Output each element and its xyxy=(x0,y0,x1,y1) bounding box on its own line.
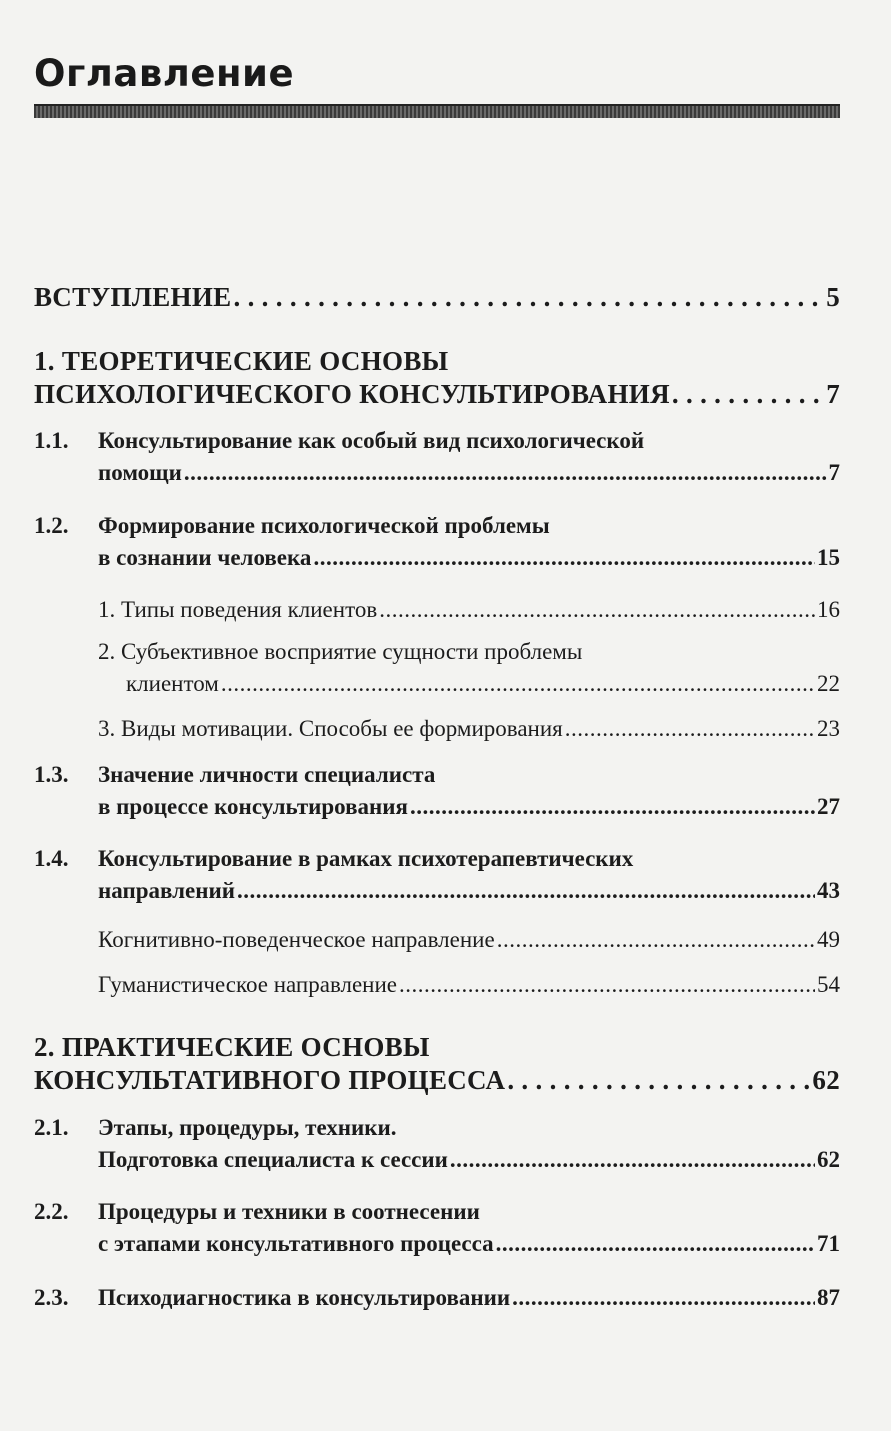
toc-entry-1-4[interactable]: 1.4. Консультирование в рамках психотерапевтических направлений ..... 43 xyxy=(34,846,840,904)
page-number: 87 xyxy=(817,1285,840,1310)
page-number: 71 xyxy=(817,1231,840,1256)
page-number: 49 xyxy=(817,927,840,952)
page-number: 16 xyxy=(817,597,840,622)
page-number: 62 xyxy=(817,1147,840,1172)
toc-entry-1-3[interactable]: 1.3. Значение личности специалиста в процессе консультирования ..... 27 xyxy=(34,762,840,820)
page-number: 54 xyxy=(817,972,840,997)
toc-entry-part-1[interactable]: 1. ТЕОРЕТИЧЕСКИЕ ОСНОВЫ ПСИХОЛОГИЧЕСКОГО КОНСУЛЬТИРОВАНИЯ . . . 7 xyxy=(34,346,840,410)
title-underline-bar xyxy=(34,104,840,118)
toc-entry-2-1[interactable]: 2.1. Этапы, процедуры, техники. Подготовка специалиста к сессии ..... 62 xyxy=(34,1115,840,1173)
page-number: 5 xyxy=(826,282,840,312)
page-number: 15 xyxy=(817,545,840,570)
toc-entry-introduction[interactable]: ВСТУПЛЕНИЕ . . . 5 xyxy=(34,282,840,313)
page-number: 23 xyxy=(817,716,840,741)
page-number: 62 xyxy=(812,1065,840,1095)
toc-entry-1-2[interactable]: 1.2. Формирование психологической проблемы в сознании человека ..... 15 xyxy=(34,513,840,571)
toc-title: Оглавление xyxy=(34,52,295,95)
page-number: 43 xyxy=(817,878,840,903)
page-number: 7 xyxy=(826,379,840,409)
toc-entry-part-2[interactable]: 2. ПРАКТИЧЕСКИЕ ОСНОВЫ КОНСУЛЬТАТИВНОГО ПРОЦЕССА . . . 62 xyxy=(34,1032,840,1096)
page-number: 27 xyxy=(817,794,840,819)
toc-subentry-cognitive-behavioral[interactable]: Когнитивно-поведенческое направление ..... 49 xyxy=(34,927,840,953)
toc-subentry-humanistic[interactable]: Гуманистическое направление ..... 54 xyxy=(34,972,840,998)
page-number: 7 xyxy=(828,460,840,485)
toc-subentry-subjective-perception[interactable]: 2. Субъективное восприятие сущности проблемы клиентом ..... 22 xyxy=(34,639,840,697)
toc-entry-2-2[interactable]: 2.2. Процедуры и техники в соотнесении с этапами консультативного процесса ..... 71 xyxy=(34,1199,840,1257)
toc-subentry-motivation-types[interactable]: 3. Виды мотивации. Способы ее формирования ..... 23 xyxy=(34,716,840,742)
toc-subentry-client-behavior-types[interactable]: 1. Типы поведения клиентов ..... 16 xyxy=(34,597,840,623)
page-number: 22 xyxy=(817,671,840,696)
toc-entry-1-1[interactable]: 1.1. Консультирование как особый вид психологической помощи ..... 7 xyxy=(34,428,840,486)
toc-entry-2-3[interactable]: 2.3. Психодиагностика в консультировании ..... 87 xyxy=(34,1285,840,1311)
